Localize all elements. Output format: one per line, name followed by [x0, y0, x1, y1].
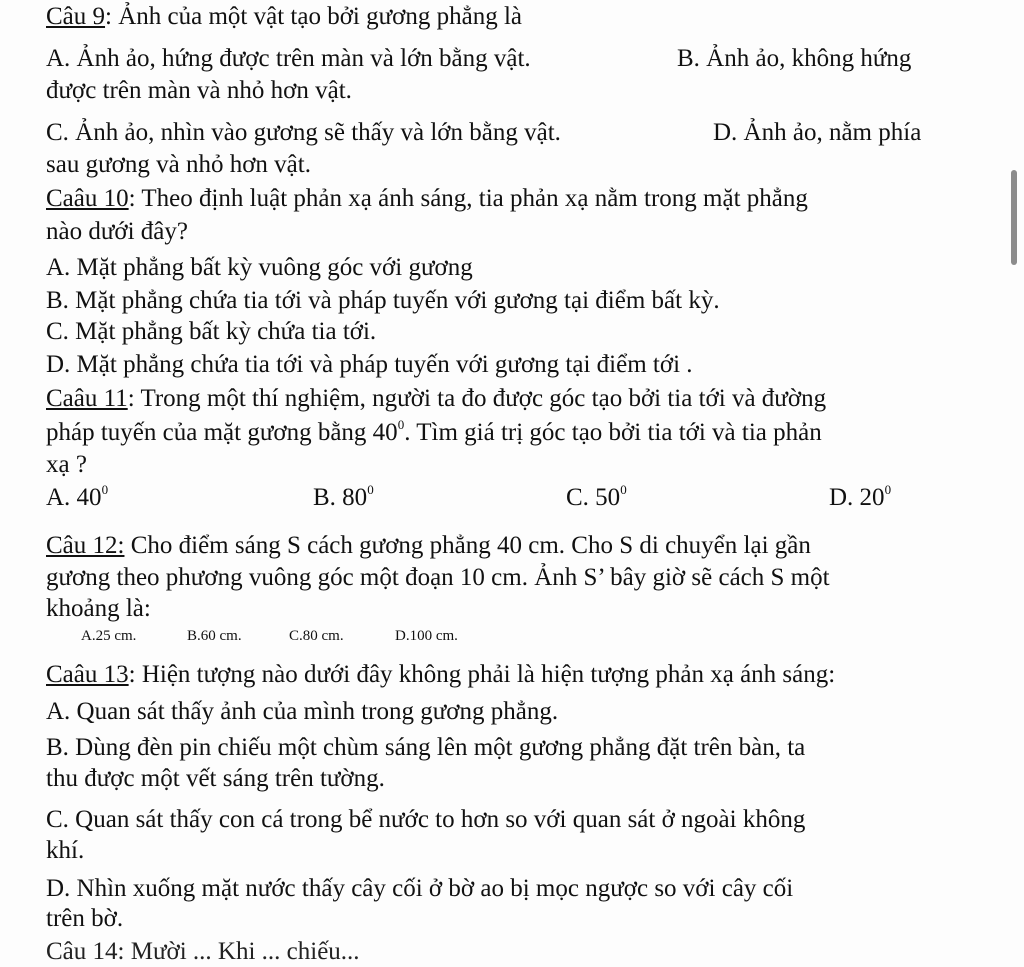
- q10-option-a: A. Mặt phẳng bất kỳ vuông góc với gương: [46, 254, 473, 281]
- q13-option-c: C. Quan sát thấy con cá trong bể nước to hơn so với quan sát ở ngoài không: [46, 806, 806, 833]
- q13-stem: [46, 660, 835, 690]
- q9-stem: [46, 2, 522, 32]
- q12-option-b: B.60 cm.: [187, 628, 242, 644]
- degree-sup: 0: [101, 481, 109, 497]
- q13-option-c-cont: khí.: [46, 837, 85, 864]
- q11-stem-cont2: xạ ?: [46, 451, 87, 478]
- q13-stem-text: : Hiện tượng nào dưới đây không phải là hiện tượng phản xạ ánh sáng:: [128, 661, 836, 688]
- q11-option-b-label: B. 80: [313, 484, 368, 511]
- q12-option-d: D.100 cm.: [395, 628, 458, 644]
- degree-sup: 0: [397, 416, 405, 432]
- q9-stem-text: : Ảnh của một vật tạo bởi gương phẳng là: [105, 3, 523, 30]
- q12-option-c: C.80 cm.: [289, 628, 344, 644]
- q13-option-b: B. Dùng đèn pin chiếu một chùm sáng lên một gương phẳng đặt trên bàn, ta: [46, 734, 806, 761]
- q11-stem: [46, 384, 826, 414]
- q13-option-d-cont: trên bờ.: [46, 905, 124, 932]
- q10-stem: [46, 184, 808, 214]
- q9-option-b: B. Ảnh ảo, không hứng: [677, 45, 912, 72]
- q9-option-d-cont: sau gương và nhỏ hơn vật.: [46, 151, 311, 178]
- q12-stem-cont: gương theo phương vuông góc một đoạn 10 cm. Ảnh S’ bây giờ sẽ cách S một: [46, 564, 830, 591]
- q11-stem-cont: [46, 418, 822, 448]
- q9-option-c: C. Ảnh ảo, nhìn vào gương sẽ thấy và lớn bằng vật.: [46, 119, 561, 146]
- q11-option-c: [566, 483, 627, 513]
- q11-option-a-label: A. 40: [46, 484, 102, 511]
- q9-option-a: A. Ảnh ảo, hứng được trên màn và lớn bằng vật.: [46, 45, 531, 72]
- q9-option-b-cont: được trên màn và nhỏ hơn vật.: [46, 77, 352, 104]
- scrollbar-thumb[interactable]: [1011, 170, 1017, 265]
- q11-option-b: [313, 483, 374, 513]
- q10-option-d: D. Mặt phẳng chứa tia tới và pháp tuyến với gương tại điểm tới .: [46, 351, 693, 378]
- q13-option-d: D. Nhìn xuống mặt nước thấy cây cối ở bờ ao bị mọc ngược so với cây cối: [46, 875, 794, 902]
- q11-stem2a: pháp tuyến của mặt gương bằng 40: [46, 419, 398, 446]
- q11-option-d: [829, 483, 891, 513]
- cutoff-text: Câu 14: Mười ... Khi ... chiếu...: [46, 938, 360, 965]
- q12-stem: [46, 531, 811, 561]
- q10-stem-cont: nào dưới đây?: [46, 218, 189, 245]
- q9-option-d: D. Ảnh ảo, nằm phía: [713, 119, 922, 146]
- q11-option-c-label: C. 50: [566, 484, 621, 511]
- q11-title: Caâu 11: [46, 385, 128, 412]
- q11-stem2b: . Tìm giá trị góc tạo bởi tia tới và tia phản: [404, 419, 822, 446]
- q10-option-c: C. Mặt phẳng bất kỳ chứa tia tới.: [46, 318, 377, 345]
- q11-option-d-label: D. 20: [829, 484, 885, 511]
- cutoff-next-question: [46, 937, 946, 965]
- degree-sup: 0: [620, 481, 627, 497]
- degree-sup: 0: [884, 481, 892, 497]
- q9-title: Câu 9: [46, 3, 106, 30]
- q12-title: Câu 12:: [46, 532, 125, 559]
- q10-stem-text: : Theo định luật phản xạ ánh sáng, tia phản xạ nằm trong mặt phẳng: [128, 185, 808, 212]
- q13-title: Caâu 13: [46, 661, 129, 688]
- q13-option-b-cont: thu được một vết sáng trên tường.: [46, 765, 385, 792]
- q12-stem-cont2: khoảng là:: [46, 595, 151, 622]
- q12-option-a: A.25 cm.: [81, 628, 137, 644]
- degree-sup: 0: [367, 481, 374, 497]
- q10-title: Caâu 10: [46, 185, 129, 212]
- q12-stem-text: Cho điểm sáng S cách gương phẳng 40 cm. Cho S di chuyển lại gần: [124, 532, 811, 559]
- q10-option-b: B. Mặt phẳng chứa tia tới và pháp tuyến với gương tại điểm bất kỳ.: [46, 287, 720, 314]
- q11-option-a: [46, 483, 108, 513]
- q11-stem-text: : Trong một thí nghiệm, người ta đo được góc tạo bởi tia tới và đường: [127, 385, 827, 412]
- q13-option-a: A. Quan sát thấy ảnh của mình trong gương phẳng.: [46, 698, 559, 725]
